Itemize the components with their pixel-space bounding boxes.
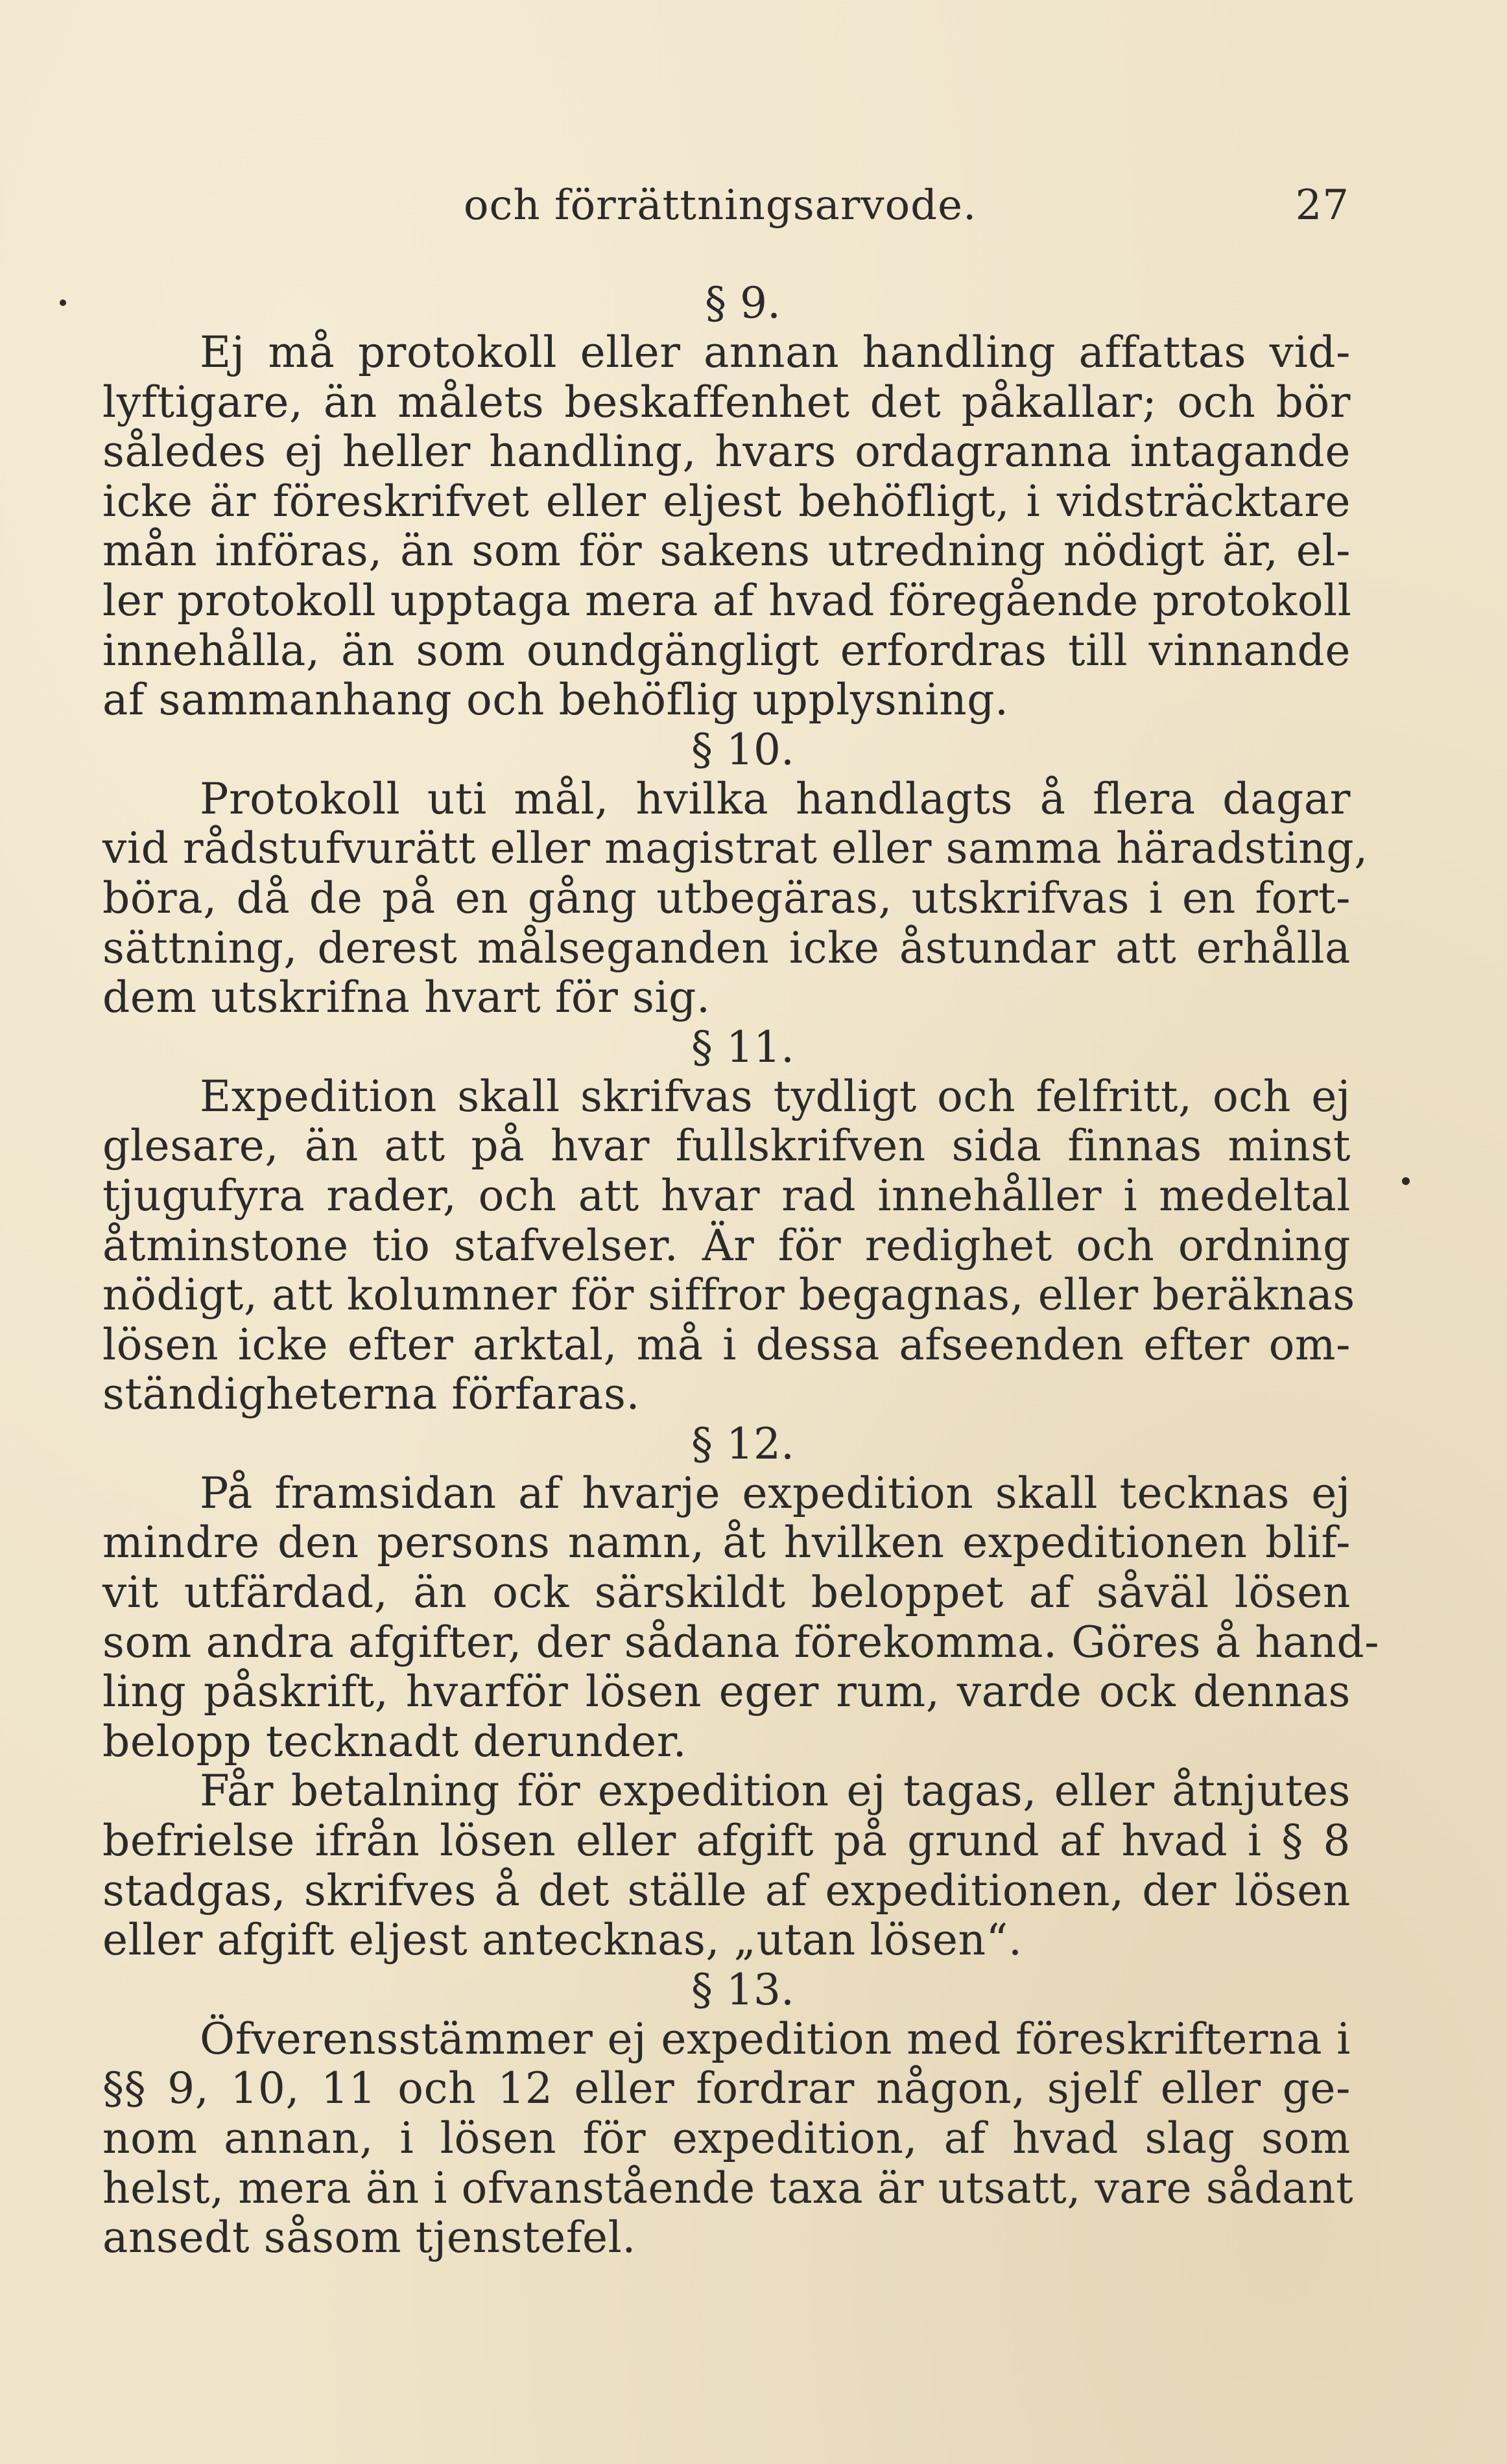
text-line: belopp tecknadt derunder. <box>102 1716 687 1766</box>
text-line: ling påskrift, hvarför lösen eger rum, varde ock dennas <box>102 1667 1351 1717</box>
section-9 <box>102 279 1351 725</box>
running-head <box>464 182 1349 233</box>
text-line: af sammanhang och behöflig upplysning. <box>102 675 1009 725</box>
print-speck <box>1402 1177 1410 1185</box>
text-line: Expedition skall skrifvas tydligt och felfritt, och ej <box>200 1071 1351 1121</box>
text-line: stadgas, skrifves å det ställe af expeditionen, der lösen <box>102 1865 1351 1916</box>
text-line: sättning, derest målseganden icke åstundar att erhålla <box>102 922 1351 973</box>
text-line: tjugufyra rader, och att hvar rad innehåller i medeltal <box>102 1170 1351 1221</box>
running-title: och förrättningsarvode. <box>464 182 977 229</box>
section-heading: § 11. <box>691 1022 794 1072</box>
text-line: Ej må protokoll eller annan handling affattas vid- <box>200 327 1351 377</box>
text-line: således ej heller handling, hvars ordagranna intagande <box>102 427 1351 477</box>
text-line: nom annan, i lösen för expedition, af hvad slag som <box>102 2113 1351 2163</box>
section-10 <box>102 724 1368 1023</box>
text-line: lyftigare, än målets beskaffenhet det påkallar; och bör <box>102 377 1351 427</box>
section-heading: § 10. <box>691 724 794 775</box>
text-line: mindre den persons namn, åt hvilken expeditionen blif- <box>102 1518 1351 1568</box>
section-heading: § 12. <box>691 1418 794 1469</box>
text-line: ständigheterna förfaras. <box>102 1369 641 1420</box>
text-line: eller afgift eljest antecknas, „utan lösen“. <box>102 1915 1023 1965</box>
text-line: innehålla, än som oundgängligt erfordras till vinnande <box>102 625 1351 675</box>
body-text <box>102 278 1380 2263</box>
text-line: mån införas, än som för sakens utredning nödigt är, el- <box>102 526 1351 576</box>
text-line: Får betalning för expedition ej tagas, eller åtnjutes <box>200 1766 1351 1816</box>
text-line: lösen icke efter arktal, må i dessa afseenden efter om- <box>102 1319 1351 1370</box>
print-speck <box>60 299 66 306</box>
text-line: vid rådstufvurätt eller magistrat eller samma häradsting, <box>102 823 1368 874</box>
text-line: glesare, än att på hvar fullskrifven sida finnas minst <box>102 1121 1351 1171</box>
text-line: Protokoll uti mål, hvilka handlagts å flera dagar <box>200 773 1351 824</box>
section-12 <box>102 1418 1380 1965</box>
page-number: 27 <box>1295 182 1349 229</box>
text-line: dem utskrifna hvart för sig. <box>102 972 711 1023</box>
text-line: nödigt, att kolumner för siffror begagnas, eller beräknas <box>102 1270 1355 1320</box>
text-line: åtminstone tio stafvelser. Är för redighet och ordning <box>102 1220 1351 1271</box>
text-line: icke är föreskrifvet eller eljest behöfligt, i vidsträcktare <box>102 476 1351 526</box>
text-line: ansedt såsom tjenstefel. <box>102 2212 636 2263</box>
text-line: På framsidan af hvarje expedition skall tecknas ej <box>200 1468 1351 1518</box>
text-line: som andra afgifter, der sådana förekomma. Göres å hand- <box>102 1617 1380 1667</box>
text-line: Öfverensstämmer ej expedition med föreskrifterna i <box>200 2013 1351 2064</box>
section-13 <box>102 1964 1354 2263</box>
text-line: ler protokoll upptaga mera af hvad föregående protokoll <box>102 575 1352 626</box>
text-line: befrielse ifrån lösen eller afgift på grund af hvad i § 8 <box>102 1816 1351 1866</box>
section-heading: § 9. <box>705 278 781 328</box>
text-line: §§ 9, 10, 11 och 12 eller fordrar någon, sjelf eller ge- <box>102 2063 1351 2114</box>
section-11 <box>102 1022 1355 1420</box>
text-line: helst, mera än i ofvanstående taxa är utsatt, vare sådant <box>102 2163 1354 2213</box>
text-line: böra, då de på en gång utbegäras, utskrifvas i en fort- <box>102 873 1351 923</box>
section-heading: § 13. <box>691 1964 794 2015</box>
text-line: vit utfärdad, än ock särskildt beloppet af såväl lösen <box>102 1567 1351 1618</box>
